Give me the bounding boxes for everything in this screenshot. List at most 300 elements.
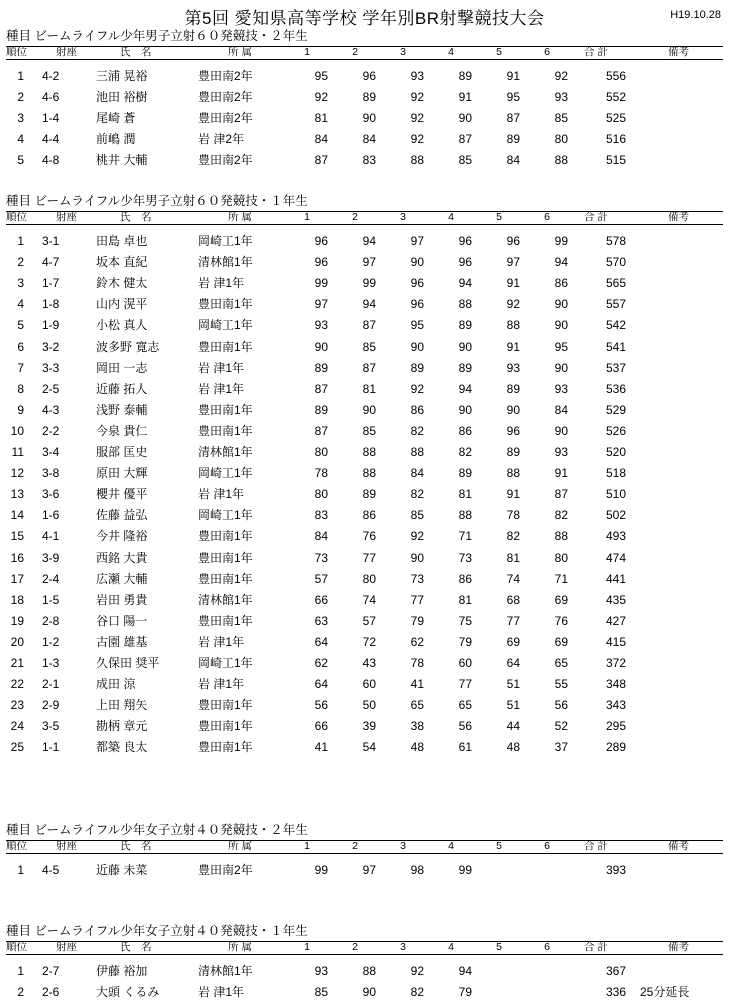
cell-s3: 97 [410, 234, 424, 248]
header-rule [6, 954, 723, 955]
cell-school: 豊田南1年 [198, 698, 253, 713]
cell-name: 櫻井 優平 [96, 487, 148, 502]
cell-s6: 90 [554, 297, 568, 312]
cell-total: 336 [605, 985, 626, 1000]
cell-s3: 48 [410, 740, 424, 755]
cell-rank: 6 [17, 339, 24, 354]
cell-s2: 86 [362, 508, 376, 523]
column-header-school: 所 属 [228, 211, 252, 223]
cell-s3: 65 [410, 698, 424, 713]
cell-s2: 87 [362, 318, 376, 333]
column-header-lane: 射座 [56, 46, 77, 58]
cell-s5: 89 [506, 445, 520, 459]
table-row [0, 718, 729, 734]
cell-s3: 92 [410, 111, 424, 126]
cell-s5: 74 [506, 571, 520, 586]
cell-s5: 96 [506, 234, 520, 248]
table-row [0, 444, 729, 460]
cell-s5: 92 [506, 297, 520, 312]
column-header-s4: 4 [448, 941, 454, 953]
cell-s6: 76 [554, 613, 568, 628]
cell-name: 岩田 勇貴 [96, 592, 148, 607]
cell-total: 541 [605, 339, 626, 354]
cell-total: 520 [605, 445, 626, 459]
cell-lane: 3-6 [42, 487, 60, 502]
cell-s2: 99 [362, 276, 376, 291]
cell-s1: 84 [314, 132, 328, 147]
cell-s1: 87 [314, 381, 328, 396]
cell-s1: 84 [314, 529, 328, 544]
cell-s5: 48 [506, 740, 520, 755]
cell-school: 岩 津1年 [198, 677, 245, 692]
cell-s4: 82 [458, 445, 472, 459]
cell-s1: 99 [314, 863, 328, 877]
cell-s6: 95 [554, 339, 568, 354]
cell-lane: 4-2 [42, 69, 60, 83]
cell-s6: 88 [554, 153, 568, 168]
cell-s2: 80 [362, 571, 376, 586]
column-header-s2: 2 [352, 840, 358, 852]
cell-name: 成田 涼 [96, 677, 136, 692]
cell-s6: 82 [554, 508, 568, 523]
cell-school: 岡崎工1年 [198, 318, 253, 333]
cell-s5: 87 [506, 111, 520, 126]
cell-s1: 64 [314, 634, 328, 649]
column-header-s5: 5 [496, 211, 502, 223]
cell-lane: 3-5 [42, 719, 60, 734]
table-row [0, 571, 729, 587]
cell-lane: 2-2 [42, 423, 60, 438]
cell-s6: 84 [554, 402, 568, 417]
cell-rank: 18 [10, 592, 24, 607]
cell-s5: 91 [506, 339, 520, 354]
cell-total: 348 [605, 677, 626, 692]
cell-s2: 50 [362, 698, 376, 713]
cell-total: 393 [605, 863, 626, 877]
cell-total: 526 [605, 423, 626, 438]
cell-s6: 52 [554, 719, 568, 734]
cell-s2: 60 [362, 677, 376, 692]
cell-rank: 2 [17, 255, 24, 270]
cell-s5: 90 [506, 402, 520, 417]
table-row [0, 963, 729, 979]
column-header-s1: 1 [304, 211, 310, 223]
cell-s4: 75 [458, 613, 472, 628]
column-header-row [0, 211, 729, 224]
header-rule [6, 59, 723, 60]
cell-name: 上田 翔矢 [96, 698, 148, 713]
cell-total: 502 [605, 508, 626, 523]
cell-total: 441 [605, 571, 626, 586]
column-header-name: 氏 名 [120, 941, 152, 953]
cell-lane: 1-1 [42, 740, 60, 755]
cell-s6: 93 [554, 381, 568, 396]
cell-s5: 97 [506, 255, 520, 270]
column-header-s6: 6 [544, 46, 550, 58]
cell-s6: 90 [554, 360, 568, 375]
cell-lane: 1-3 [42, 656, 60, 670]
cell-lane: 1-9 [42, 318, 60, 333]
cell-s2: 94 [362, 297, 376, 312]
column-header-row [0, 840, 729, 853]
cell-s6: 85 [554, 111, 568, 126]
cell-rank: 12 [10, 466, 24, 481]
cell-s6: 71 [554, 571, 568, 586]
cell-s2: 39 [362, 719, 376, 734]
cell-s2: 72 [362, 634, 376, 649]
column-header-s4: 4 [448, 211, 454, 223]
section-title: 種目 ビームライフル少年女子立射４０発競技・１年生 [6, 924, 308, 938]
cell-s3: 77 [410, 592, 424, 607]
column-header-total: 合 計 [584, 46, 608, 58]
cell-s6: 56 [554, 698, 568, 713]
cell-name: 都築 良太 [96, 740, 148, 755]
column-header-rank: 順位 [6, 941, 27, 953]
cell-school: 豊田南1年 [198, 571, 253, 586]
header-rule [6, 224, 723, 225]
cell-s2: 89 [362, 487, 376, 502]
table-row [0, 339, 729, 355]
table-row [0, 739, 729, 755]
cell-name: 田島 卓也 [96, 234, 148, 248]
cell-s1: 99 [314, 276, 328, 291]
column-header-row [0, 941, 729, 954]
section-title: 種目 ビームライフル少年女子立射４０発競技・２年生 [6, 823, 308, 837]
cell-s3: 93 [410, 69, 424, 83]
cell-s1: 78 [314, 466, 328, 481]
cell-total: 493 [605, 529, 626, 544]
cell-s3: 98 [410, 863, 424, 877]
cell-s2: 90 [362, 985, 376, 1000]
cell-rank: 21 [10, 656, 24, 670]
cell-lane: 3-1 [42, 234, 60, 248]
cell-school: 豊田南1年 [198, 402, 253, 417]
cell-total: 537 [605, 360, 626, 375]
cell-rank: 3 [17, 276, 24, 291]
cell-s3: 96 [410, 297, 424, 312]
column-header-rank: 順位 [6, 840, 27, 852]
cell-s4: 79 [458, 634, 472, 649]
cell-s4: 94 [458, 964, 472, 978]
cell-total: 510 [605, 487, 626, 502]
cell-school: 豊田南1年 [198, 529, 253, 544]
cell-rank: 1 [17, 964, 24, 978]
cell-lane: 2-6 [42, 985, 60, 1000]
cell-s3: 41 [410, 677, 424, 692]
cell-name: 前嶋 潤 [96, 132, 136, 147]
cell-s4: 88 [458, 508, 472, 523]
cell-s1: 97 [314, 297, 328, 312]
cell-total: 435 [605, 592, 626, 607]
cell-s2: 57 [362, 613, 376, 628]
column-header-name: 氏 名 [120, 46, 152, 58]
cell-school: 豊田南2年 [198, 90, 253, 105]
table-row [0, 275, 729, 291]
cell-s1: 66 [314, 719, 328, 734]
column-header-rank: 順位 [6, 211, 27, 223]
column-header-s4: 4 [448, 46, 454, 58]
cell-s3: 92 [410, 90, 424, 105]
cell-s5: 77 [506, 613, 520, 628]
cell-rank: 19 [10, 613, 24, 628]
cell-rank: 2 [17, 985, 24, 1000]
cell-school: 岡崎工1年 [198, 466, 253, 481]
column-header-school: 所 属 [228, 941, 252, 953]
cell-s3: 38 [410, 719, 424, 734]
cell-s4: 56 [458, 719, 472, 734]
table-row [0, 131, 729, 147]
cell-s4: 99 [458, 863, 472, 877]
cell-s2: 54 [362, 740, 376, 755]
table-row [0, 89, 729, 105]
cell-s3: 78 [410, 656, 424, 670]
column-header-s3: 3 [400, 46, 406, 58]
cell-s3: 92 [410, 529, 424, 544]
cell-s6: 91 [554, 466, 568, 481]
cell-total: 542 [605, 318, 626, 333]
cell-s1: 90 [314, 339, 328, 354]
cell-lane: 3-8 [42, 466, 60, 481]
cell-lane: 1-4 [42, 111, 60, 126]
cell-s5: 68 [506, 592, 520, 607]
cell-s5: 78 [506, 508, 520, 523]
cell-school: 岩 津1年 [198, 487, 245, 502]
cell-total: 570 [605, 255, 626, 270]
cell-lane: 4-3 [42, 402, 60, 417]
cell-s5: 89 [506, 132, 520, 147]
cell-lane: 4-7 [42, 255, 60, 270]
page-title: 第5回 愛知県高等学校 学年別BR射撃競技大会 [184, 9, 545, 28]
cell-lane: 2-1 [42, 677, 60, 692]
cell-s1: 96 [314, 234, 328, 248]
column-header-s1: 1 [304, 941, 310, 953]
cell-s3: 88 [410, 445, 424, 459]
cell-s6: 80 [554, 550, 568, 565]
table-row [0, 984, 729, 1000]
cell-s3: 82 [410, 985, 424, 1000]
column-header-s3: 3 [400, 941, 406, 953]
cell-name: 勘柄 章元 [96, 719, 148, 734]
cell-s2: 77 [362, 550, 376, 565]
cell-name: 浅野 泰輔 [96, 402, 148, 417]
table-row [0, 528, 729, 544]
cell-total: 474 [605, 550, 626, 565]
cell-s1: 57 [314, 571, 328, 586]
cell-rank: 10 [10, 423, 24, 438]
cell-school: 岡崎工1年 [198, 508, 253, 523]
table-row [0, 254, 729, 270]
cell-name: 古園 雄基 [96, 634, 148, 649]
cell-school: 豊田南1年 [198, 740, 253, 755]
cell-total: 518 [605, 466, 626, 481]
cell-s4: 86 [458, 571, 472, 586]
cell-s4: 71 [458, 529, 472, 544]
cell-s4: 88 [458, 297, 472, 312]
cell-school: 豊田南2年 [198, 69, 253, 83]
table-row [0, 655, 729, 671]
cell-s2: 84 [362, 132, 376, 147]
cell-total: 525 [605, 111, 626, 126]
cell-s2: 90 [362, 402, 376, 417]
column-header-remarks: 備考 [668, 840, 689, 852]
cell-s5: 93 [506, 360, 520, 375]
cell-s5: 89 [506, 381, 520, 396]
cell-lane: 3-4 [42, 445, 60, 459]
cell-s2: 97 [362, 863, 376, 877]
cell-rank: 14 [10, 508, 24, 523]
cell-rank: 4 [17, 132, 24, 147]
cell-total: 343 [605, 698, 626, 713]
cell-s1: 81 [314, 111, 328, 126]
cell-lane: 1-7 [42, 276, 60, 291]
cell-name: 佐藤 益弘 [96, 508, 148, 523]
cell-s6: 55 [554, 677, 568, 692]
cell-rank: 4 [17, 297, 24, 312]
column-header-s5: 5 [496, 46, 502, 58]
column-header-total: 合 計 [584, 211, 608, 223]
table-row [0, 360, 729, 376]
cell-s3: 92 [410, 964, 424, 978]
cell-s6: 69 [554, 592, 568, 607]
cell-lane: 1-2 [42, 634, 60, 649]
cell-s6: 90 [554, 423, 568, 438]
column-header-remarks: 備考 [668, 46, 689, 58]
cell-s6: 94 [554, 255, 568, 270]
column-header-lane: 射座 [56, 840, 77, 852]
cell-s3: 90 [410, 550, 424, 565]
cell-s2: 88 [362, 445, 376, 459]
cell-s2: 88 [362, 466, 376, 481]
cell-rank: 25 [10, 740, 24, 755]
cell-s4: 81 [458, 592, 472, 607]
cell-s2: 94 [362, 234, 376, 248]
cell-s4: 65 [458, 698, 472, 713]
cell-s3: 73 [410, 571, 424, 586]
results-section [0, 29, 729, 58]
column-header-s2: 2 [352, 211, 358, 223]
cell-name: 伊藤 裕加 [96, 964, 148, 978]
cell-lane: 1-6 [42, 508, 60, 523]
cell-total: 565 [605, 276, 626, 291]
cell-s6: 65 [554, 656, 568, 670]
cell-total: 556 [605, 69, 626, 83]
table-row [0, 550, 729, 566]
cell-s5: 69 [506, 634, 520, 649]
cell-rank: 1 [17, 234, 24, 248]
cell-s1: 64 [314, 677, 328, 692]
cell-s1: 80 [314, 487, 328, 502]
cell-lane: 4-4 [42, 132, 60, 147]
cell-rank: 16 [10, 550, 24, 565]
cell-s2: 97 [362, 255, 376, 270]
cell-s1: 87 [314, 153, 328, 168]
table-row [0, 423, 729, 439]
cell-s2: 87 [362, 360, 376, 375]
cell-rank: 1 [17, 863, 24, 877]
cell-s2: 83 [362, 153, 376, 168]
cell-s6: 37 [554, 740, 568, 755]
cell-s3: 92 [410, 132, 424, 147]
cell-name: 池田 裕樹 [96, 90, 148, 105]
cell-school: 豊田南1年 [198, 297, 253, 312]
cell-total: 427 [605, 613, 626, 628]
cell-lane: 1-8 [42, 297, 60, 312]
cell-school: 岩 津1年 [198, 381, 245, 396]
cell-s1: 85 [314, 985, 328, 1000]
cell-lane: 2-8 [42, 613, 60, 628]
column-header-s3: 3 [400, 211, 406, 223]
table-row [0, 486, 729, 502]
cell-s4: 96 [458, 234, 472, 248]
cell-s5: 95 [506, 90, 520, 105]
cell-school: 豊田南2年 [198, 863, 253, 877]
cell-note: 25分延長 [640, 985, 690, 1000]
cell-s2: 89 [362, 90, 376, 105]
results-section [0, 194, 729, 223]
cell-lane: 4-6 [42, 90, 60, 105]
cell-s3: 90 [410, 339, 424, 354]
results-section [0, 823, 729, 852]
column-header-s6: 6 [544, 840, 550, 852]
cell-s3: 79 [410, 613, 424, 628]
cell-name: 鈴木 健太 [96, 276, 148, 291]
cell-s6: 93 [554, 445, 568, 459]
cell-s5: 91 [506, 276, 520, 291]
cell-s3: 82 [410, 487, 424, 502]
cell-name: 尾崎 蒼 [96, 111, 136, 126]
column-header-lane: 射座 [56, 211, 77, 223]
cell-s2: 81 [362, 381, 376, 396]
cell-s1: 66 [314, 592, 328, 607]
cell-total: 536 [605, 381, 626, 396]
table-row [0, 697, 729, 713]
cell-school: 清林館1年 [198, 445, 253, 459]
column-header-total: 合 計 [584, 941, 608, 953]
cell-lane: 2-4 [42, 571, 60, 586]
cell-s6: 87 [554, 487, 568, 502]
table-row [0, 402, 729, 418]
cell-s1: 87 [314, 423, 328, 438]
cell-name: 桃井 大輔 [96, 153, 148, 168]
table-row [0, 592, 729, 608]
cell-name: 三浦 晃裕 [96, 69, 148, 83]
cell-s3: 86 [410, 402, 424, 417]
cell-s2: 96 [362, 69, 376, 83]
cell-rank: 13 [10, 487, 24, 502]
cell-total: 415 [605, 634, 626, 649]
cell-s4: 61 [458, 740, 472, 755]
cell-lane: 4-5 [42, 863, 60, 877]
cell-total: 367 [605, 964, 626, 978]
cell-s1: 83 [314, 508, 328, 523]
cell-s3: 95 [410, 318, 424, 333]
cell-s3: 96 [410, 276, 424, 291]
table-row [0, 110, 729, 126]
cell-s6: 88 [554, 529, 568, 544]
cell-total: 578 [605, 234, 626, 248]
cell-s4: 91 [458, 90, 472, 105]
cell-s5: 91 [506, 487, 520, 502]
column-header-rank: 順位 [6, 46, 27, 58]
cell-s4: 79 [458, 985, 472, 1000]
cell-s4: 73 [458, 550, 472, 565]
cell-rank: 24 [10, 719, 24, 734]
cell-s4: 89 [458, 360, 472, 375]
column-header-remarks: 備考 [668, 211, 689, 223]
results-section [0, 924, 729, 953]
cell-s4: 85 [458, 153, 472, 168]
cell-s1: 62 [314, 656, 328, 670]
